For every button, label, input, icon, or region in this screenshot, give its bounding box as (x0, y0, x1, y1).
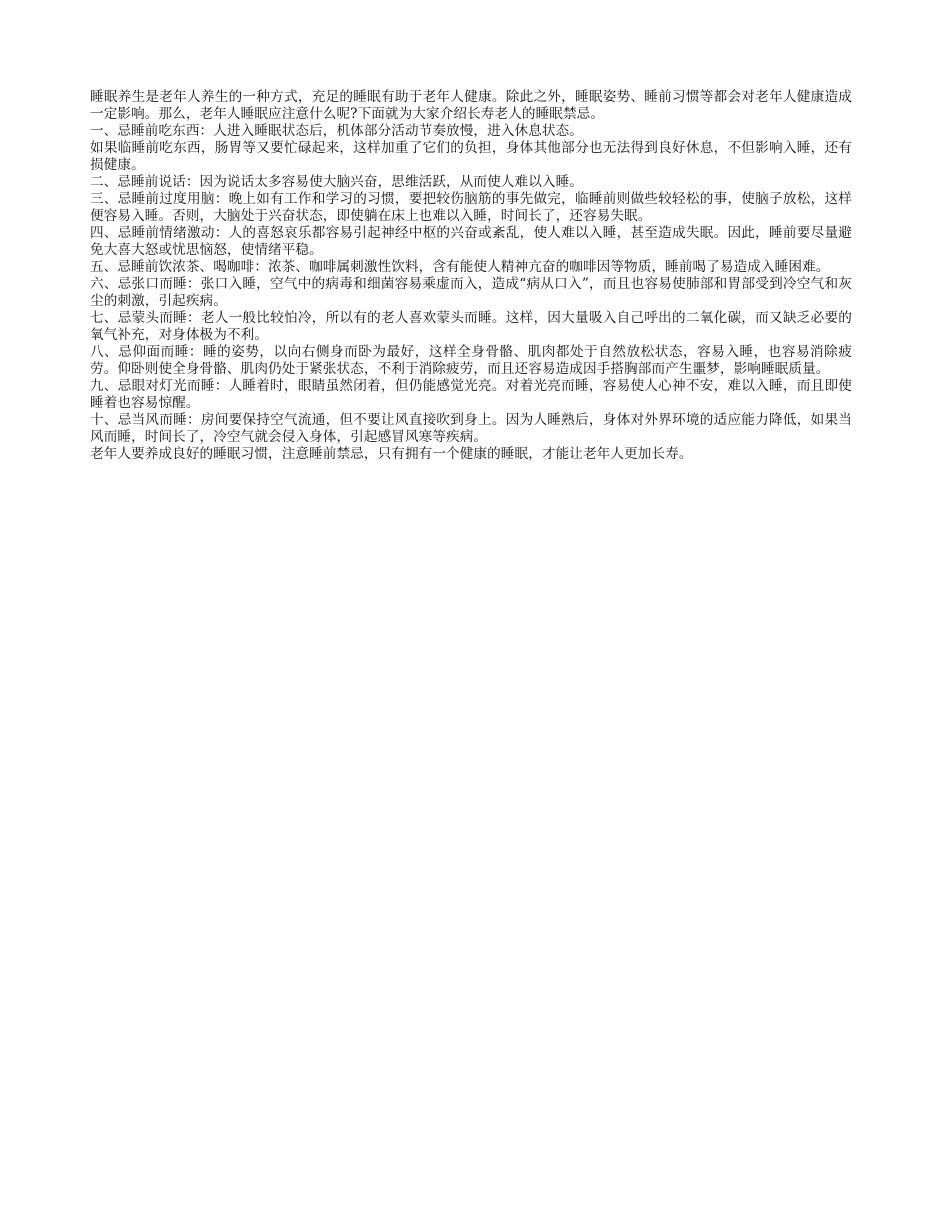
taboo-2-paragraph: 二、忌睡前说话：因为说话太多容易使大脑兴奋，思维活跃，从而使人难以入睡。 (90, 174, 583, 190)
taboo-6-paragraph: 六、忌张口而睡：张口入睡，空气中的病毒和细菌容易乘虚而入，造成“病从口入”，而且也容易使肺部和胃部受到冷空气和灰尘的刺激，引起疾病。 (90, 276, 852, 309)
taboo-8-paragraph: 八、忌仰面而睡：睡的姿势，以向右侧身而卧为最好，这样全身骨骼、肌肉都处于自然放松状态，容易入睡，也容易消除疲劳。仰卧则使全身骨骼、肌肉仍处于紧张状态，不利于消除疲劳，而且还容易造成因手搭胸部而产生噩梦，影响睡眠质量。 (90, 344, 852, 377)
taboo-4-paragraph: 四、忌睡前情绪激动：人的喜怒哀乐都容易引起神经中枢的兴奋或紊乱，使人难以入睡，甚至造成失眠。因此，睡前要尽量避免大喜大怒或忧思恼怒，使情绪平稳。 (90, 225, 852, 258)
taboo-7-paragraph: 七、忌蒙头而睡：老人一般比较怕冷，所以有的老人喜欢蒙头而睡。这样，因大量吸入自己呼出的二氧化碳，而又缺乏必要的氧气补充，对身体极为不利。 (90, 310, 852, 343)
taboo-10-paragraph: 十、忌当风而睡：房间要保持空气流通，但不要让风直接吹到身上。因为人睡熟后，身体对外界环境的适应能力降低，如果当风而睡，时间长了，冷空气就会侵入身体，引起感冒风寒等疾病。 (90, 412, 852, 445)
taboo-1-detail-paragraph: 如果临睡前吃东西，肠胃等又要忙碌起来，这样加重了它们的负担，身体其他部分也无法得到良好休息，不但影响入睡，还有损健康。 (90, 140, 852, 173)
taboo-9-paragraph: 九、忌眼对灯光而睡：人睡着时，眼睛虽然闭着，但仍能感觉光亮。对着光亮而睡，容易使人心神不安，难以入睡，而且即使睡着也容易惊醒。 (90, 378, 852, 411)
conclusion-paragraph: 老年人要养成良好的睡眠习惯，注意睡前禁忌，只有拥有一个健康的睡眠，才能让老年人更加长寿。 (90, 446, 693, 462)
taboo-5-paragraph: 五、忌睡前饮浓茶、喝咖啡：浓茶、咖啡属刺激性饮料，含有能使人精神亢奋的咖啡因等物质，睡前喝了易造成入睡困难。 (90, 259, 830, 275)
intro-paragraph: 睡眠养生是老年人养生的一种方式，充足的睡眠有助于老年人健康。除此之外，睡眠姿势、睡前习惯等都会对老年人健康造成一定影响。那么，老年人睡眠应注意什么呢?下面就为大家介绍长寿老人的睡眠禁忌。 (90, 89, 852, 122)
taboo-3-paragraph: 三、忌睡前过度用脑：晚上如有工作和学习的习惯，要把较伤脑筋的事先做完，临睡前则做些较轻松的事，使脑子放松，这样便容易入睡。否则，大脑处于兴奋状态，即使躺在床上也难以入睡，时间长了，还容易失眠。 (90, 191, 852, 224)
taboo-1-paragraph: 一、忌睡前吃东西：人进入睡眠状态后，机体部分活动节奏放慢，进入休息状态。 (90, 123, 583, 139)
document-body (90, 89, 852, 463)
